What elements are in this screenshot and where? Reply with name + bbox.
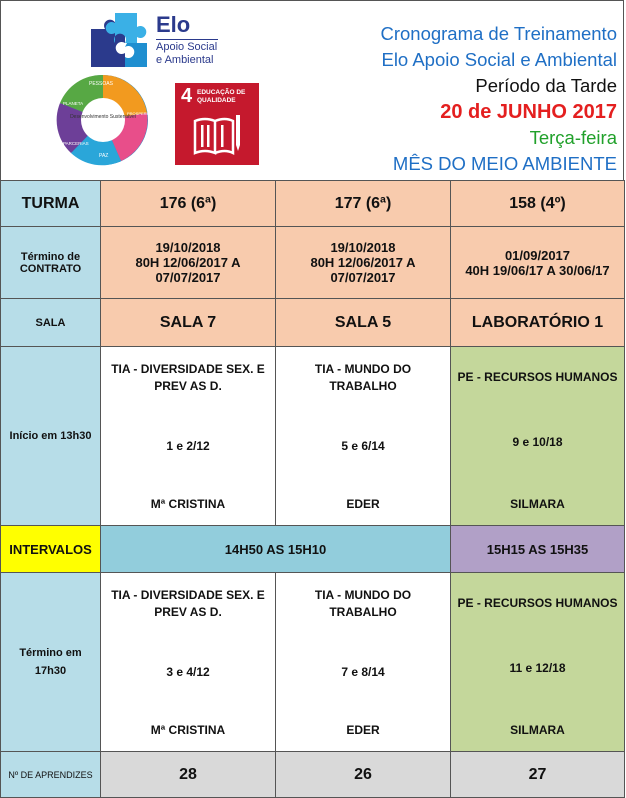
label-contrato bbox=[1, 227, 101, 299]
inicio-col-1-title-line2: PREV AS D. bbox=[154, 379, 222, 393]
inicio-col-3-lessons: 9 e 10/18 bbox=[512, 434, 563, 449]
row-termino bbox=[1, 573, 625, 752]
logo-name: Elo bbox=[156, 12, 191, 37]
contrato-col-2-line1: 19/10/2018 bbox=[330, 240, 396, 255]
wheel-label-parcerias: PARCERIAS bbox=[63, 141, 89, 146]
sala-col-2: SALA 5 bbox=[276, 299, 451, 347]
title-period: Período da Tarde bbox=[475, 75, 617, 96]
label-termino-line2: 17h30 bbox=[34, 665, 67, 677]
aprendizes-col-2: 26 bbox=[276, 752, 451, 798]
contrato-col-3-line1: 01/09/2017 bbox=[504, 247, 571, 263]
book-pencil-icon bbox=[191, 113, 243, 157]
contrato-col-1 bbox=[101, 227, 276, 299]
inicio-col-3-title bbox=[457, 347, 617, 386]
termino-col-1 bbox=[101, 573, 276, 752]
contrato-col-1-line3: 07/07/2017 bbox=[155, 270, 221, 285]
termino-col-2-title bbox=[315, 573, 411, 621]
contrato-col-2 bbox=[276, 227, 451, 299]
termino-col-1-lessons: 3 e 4/12 bbox=[166, 665, 210, 679]
termino-col-1-title-line1: TIA - DIVERSIDADE SEX. E bbox=[111, 588, 265, 602]
label-sala: SALA bbox=[1, 299, 101, 347]
contrato-col-3 bbox=[451, 227, 625, 299]
inicio-col-3-teacher: SILMARA bbox=[510, 497, 565, 511]
inicio-col-2-teacher: EDER bbox=[346, 497, 380, 511]
turma-col-2: 177 (6ª) bbox=[276, 181, 451, 227]
contrato-col-1-line2: 80H 12/06/2017 A bbox=[135, 255, 241, 270]
termino-col-1-title-line2: PREV AS D. bbox=[154, 605, 222, 619]
sustainable-development-wheel-icon bbox=[51, 73, 159, 167]
termino-col-3-title-line1: PE - RECURSOS HUMANOS bbox=[457, 596, 618, 610]
row-inicio bbox=[1, 347, 625, 526]
termino-col-1-title bbox=[111, 573, 265, 621]
label-turma: TURMA bbox=[1, 181, 101, 227]
termino-col-2 bbox=[276, 573, 451, 752]
label-termino-line1: Término em bbox=[19, 647, 82, 659]
wheel-label-planeta: PLANETA bbox=[63, 101, 84, 106]
label-contrato-line1: Término de bbox=[20, 250, 81, 263]
title-date: 20 de JUNHO 2017 bbox=[440, 101, 617, 123]
termino-col-3-lessons: 11 e 12/18 bbox=[509, 660, 566, 675]
label-inicio: Início em 13h30 bbox=[1, 347, 101, 526]
row-turma bbox=[1, 181, 625, 227]
inicio-col-3-title-line1: PE - RECURSOS HUMANOS bbox=[457, 370, 618, 384]
title-weekday: Terça-feira bbox=[529, 127, 617, 148]
termino-col-2-title-line1: TIA - MUNDO DO bbox=[314, 588, 412, 602]
schedule-titles bbox=[380, 21, 617, 177]
logo-line1: Apoio Social bbox=[156, 41, 218, 53]
inicio-col-2-lessons: 5 e 6/14 bbox=[341, 439, 385, 453]
contrato-col-2-line2: 80H 12/06/2017 A bbox=[310, 255, 416, 270]
inicio-col-2-title-line1: TIA - MUNDO DO bbox=[314, 362, 412, 376]
row-aprendizes bbox=[1, 752, 625, 798]
sala-col-3: LABORATÓRIO 1 bbox=[451, 299, 625, 347]
intervalo-turma-158: 15H15 AS 15H35 bbox=[451, 526, 625, 573]
contrato-col-1-line1: 19/10/2018 bbox=[155, 240, 221, 255]
termino-col-2-teacher: EDER bbox=[346, 723, 380, 737]
logo-line2: e Ambiental bbox=[156, 54, 214, 66]
row-contrato bbox=[1, 227, 625, 299]
inicio-col-1 bbox=[101, 347, 276, 526]
wheel-center-label: Desenvolvimento Sustentável bbox=[70, 114, 136, 120]
label-intervalos: INTERVALOS bbox=[1, 526, 101, 573]
inicio-col-1-teacher: Mª CRISTINA bbox=[150, 497, 226, 511]
title-month-theme: MÊS DO MEIO AMBIENTE bbox=[392, 153, 617, 174]
wheel-label-paz: PAZ bbox=[99, 153, 109, 159]
aprendizes-col-3: 27 bbox=[451, 752, 625, 798]
label-contrato-line2: CONTRATO bbox=[19, 262, 82, 275]
sdg4-label: EDUCAÇÃO DE QUALIDADE bbox=[197, 89, 246, 104]
label-aprendizes: Nº DE APRENDIZES bbox=[1, 752, 101, 798]
termino-col-3 bbox=[451, 573, 625, 752]
termino-col-3-teacher: SILMARA bbox=[510, 723, 565, 737]
contrato-col-2-line3: 07/07/2017 bbox=[330, 270, 396, 285]
row-intervalos bbox=[1, 526, 625, 573]
inicio-col-1-title bbox=[111, 347, 265, 395]
termino-col-3-title bbox=[457, 573, 617, 612]
elo-logo-text bbox=[156, 13, 217, 67]
wheel-label-prosperidade: PROSPERIDADE bbox=[127, 111, 159, 116]
schedule-table bbox=[0, 180, 625, 798]
inicio-col-2 bbox=[276, 347, 451, 526]
logo-divider bbox=[156, 39, 218, 40]
inicio-col-2-title bbox=[315, 347, 411, 395]
termino-col-2-title-line2: TRABALHO bbox=[329, 605, 397, 619]
row-sala bbox=[1, 299, 625, 347]
puzzle-logo-icon bbox=[87, 9, 151, 71]
termino-col-2-lessons: 7 e 8/14 bbox=[341, 665, 385, 679]
intervalo-turmas-176-177: 14H50 AS 15H10 bbox=[101, 526, 451, 573]
wheel-label-pessoas: PESSOAS bbox=[89, 81, 113, 87]
schedule-header bbox=[0, 0, 624, 180]
sdg4-number: 4 bbox=[181, 85, 193, 107]
turma-col-1: 176 (6ª) bbox=[101, 181, 276, 227]
label-termino bbox=[1, 573, 101, 752]
inicio-col-3 bbox=[451, 347, 625, 526]
sala-col-1: SALA 7 bbox=[101, 299, 276, 347]
aprendizes-col-1: 28 bbox=[101, 752, 276, 798]
inicio-col-1-lessons: 1 e 2/12 bbox=[166, 439, 210, 453]
contrato-col-3-line2: 40H 19/06/17 A 30/06/17 bbox=[465, 262, 610, 278]
title-organization: Elo Apoio Social e Ambiental bbox=[381, 49, 617, 70]
sdg4-badge bbox=[175, 83, 259, 165]
title-cronograma: Cronograma de Treinamento bbox=[380, 23, 617, 44]
termino-col-1-teacher: Mª CRISTINA bbox=[150, 723, 226, 737]
inicio-col-1-title-line1: TIA - DIVERSIDADE SEX. E bbox=[111, 362, 265, 376]
turma-col-3: 158 (4º) bbox=[451, 181, 625, 227]
inicio-col-2-title-line2: TRABALHO bbox=[329, 379, 397, 393]
